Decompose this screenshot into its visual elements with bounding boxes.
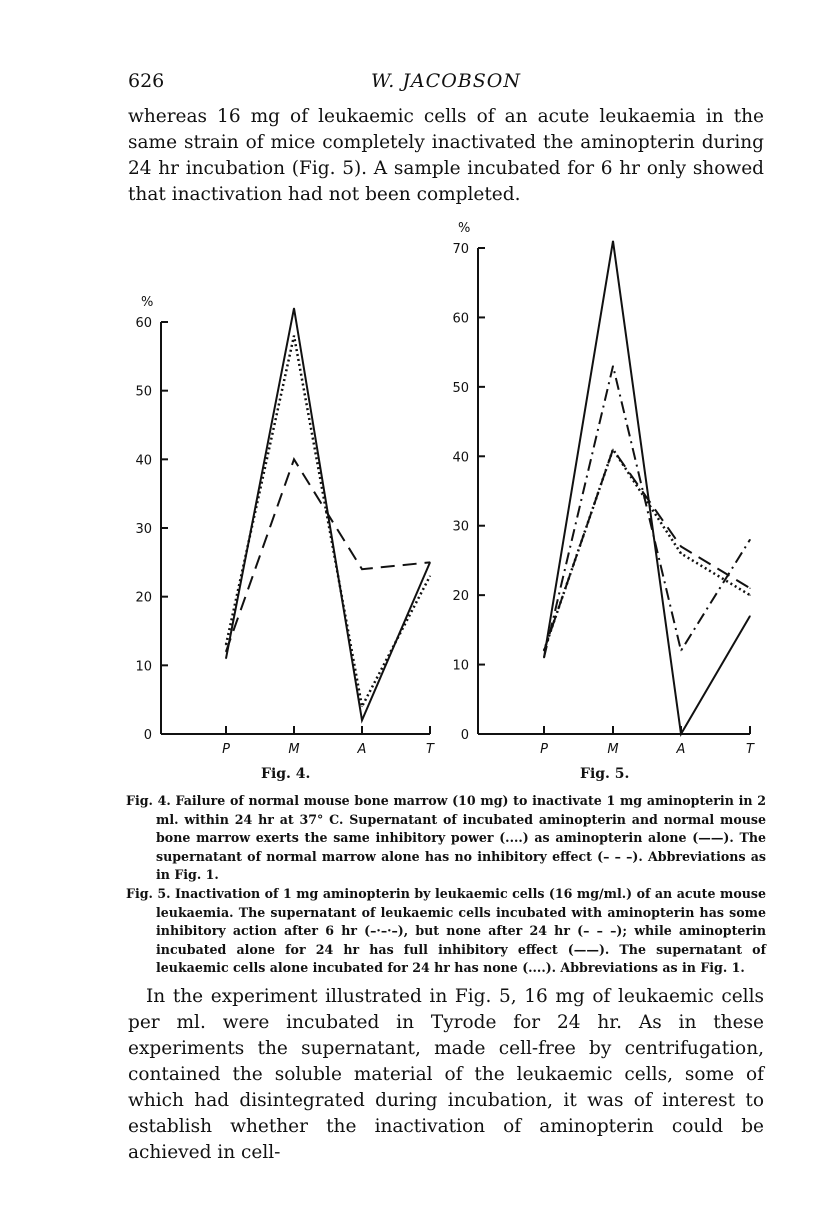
series-line-dashed [544,449,750,650]
series-line-dotted [544,449,750,650]
page-number: 626 [128,70,165,92]
x-tick-label: T [426,742,434,757]
y-tick-label: 50 [452,380,469,396]
data-point [543,650,544,651]
fig5-chart [452,221,755,757]
data-point [225,651,226,652]
data-point [749,595,750,596]
series-line-dashdot [544,366,750,658]
data-point [749,588,750,589]
y-tick-label: 50 [135,384,152,400]
y-axis-label: % [458,221,471,236]
data-point [429,562,430,563]
y-tick-label: 0 [460,728,469,743]
data-point [225,644,226,645]
data-point [749,539,750,540]
data-point [612,240,613,241]
y-tick-label: 40 [452,450,469,466]
x-tick-label: T [746,742,754,757]
data-point [361,720,362,721]
y-tick-label: 20 [135,590,152,606]
y-tick-label: 10 [135,659,152,675]
data-point [225,658,226,659]
fig4-chart [135,295,435,757]
data-point [680,546,681,547]
x-tick-label: P [222,742,230,757]
y-tick-label: 20 [452,589,469,605]
y-tick-label: 30 [452,519,469,535]
fig5-label: Fig. 5. [580,766,630,782]
y-axis-label: % [141,295,154,310]
data-point [293,308,294,309]
data-point [612,449,613,450]
series-line-solid [544,241,750,734]
fig5-caption: Fig. 5. Inactivation of 1 mg aminopterin by leukaemic cells (16 mg/ml.) of an acute mouse leukaemia. The supernatant of leukaemic cells incubated with aminopterin has some inhibitory action after 6 hr (–·–·–), but none after 24 hr (– – –); while aminopterin incubated alone for 24 hr has full inhibitory effect (——). The supernatant of leukaemic cells alone incubated for 24 hr has none (....). Abbreviations as in Fig. 1. [126,885,766,976]
data-point [680,733,681,734]
y-tick-label: 70 [452,242,469,257]
fig4-caption: Fig. 4. Failure of normal mouse bone marrow (10 mg) to inactivate 1 mg aminopterin in 2 ml. within 24 hr at 37° C. Supernatant of incubated aminopterin and normal mouse bone marrow exerts the same inhibitory power (....) as aminopterin alone (——). The supernatant of normal marrow alone has no inhibitory effect (– – –). Abbreviations as in Fig. 1. [126,793,766,883]
x-tick-label: A [357,742,367,757]
series-line-dotted [226,336,430,707]
data-point [293,335,294,336]
data-point [680,553,681,554]
followup-paragraph: In the experiment illustrated in Fig. 5, 16 mg of leukaemic cells per ml. were incubated in Tyrode for 24 hr. As in these experiments the supernatant, made cell-free by centrifugation, contained the soluble material of the leukaemic cells, some of which had disintegrated during incubation, it was of interest to establish whether the inactivation of aminopterin could be achieved in cell- [128,986,764,1163]
y-tick-label: 10 [452,658,469,674]
y-tick-label: 30 [135,522,152,537]
running-head: W. JACOBSON [371,70,521,92]
x-tick-label: M [607,742,619,757]
figure-captions [126,792,766,978]
x-tick-label: M [288,742,300,757]
data-point [680,650,681,651]
series-line-dashed [226,459,430,651]
y-tick-label: 60 [135,316,152,331]
y-tick-label: 40 [135,453,152,469]
x-tick-label: P [540,742,548,757]
data-point [293,459,294,460]
data-point [612,365,613,366]
y-tick-label: 60 [452,311,469,327]
y-tick-label: 0 [143,728,152,743]
x-tick-label: A [676,742,686,757]
data-point [749,615,750,616]
data-point [543,657,544,658]
fig4-label: Fig. 4. [261,766,311,782]
data-point [429,575,430,576]
intro-paragraph: whereas 16 mg of leukaemic cells of an acute leukaemia in the same strain of mice completely inactivated the aminopterin during 24 hr incubation (Fig. 5). A sample incubated for 6 hr only showed that inactivation had not been completed. [128,106,764,205]
data-point [361,569,362,570]
data-point [361,706,362,707]
